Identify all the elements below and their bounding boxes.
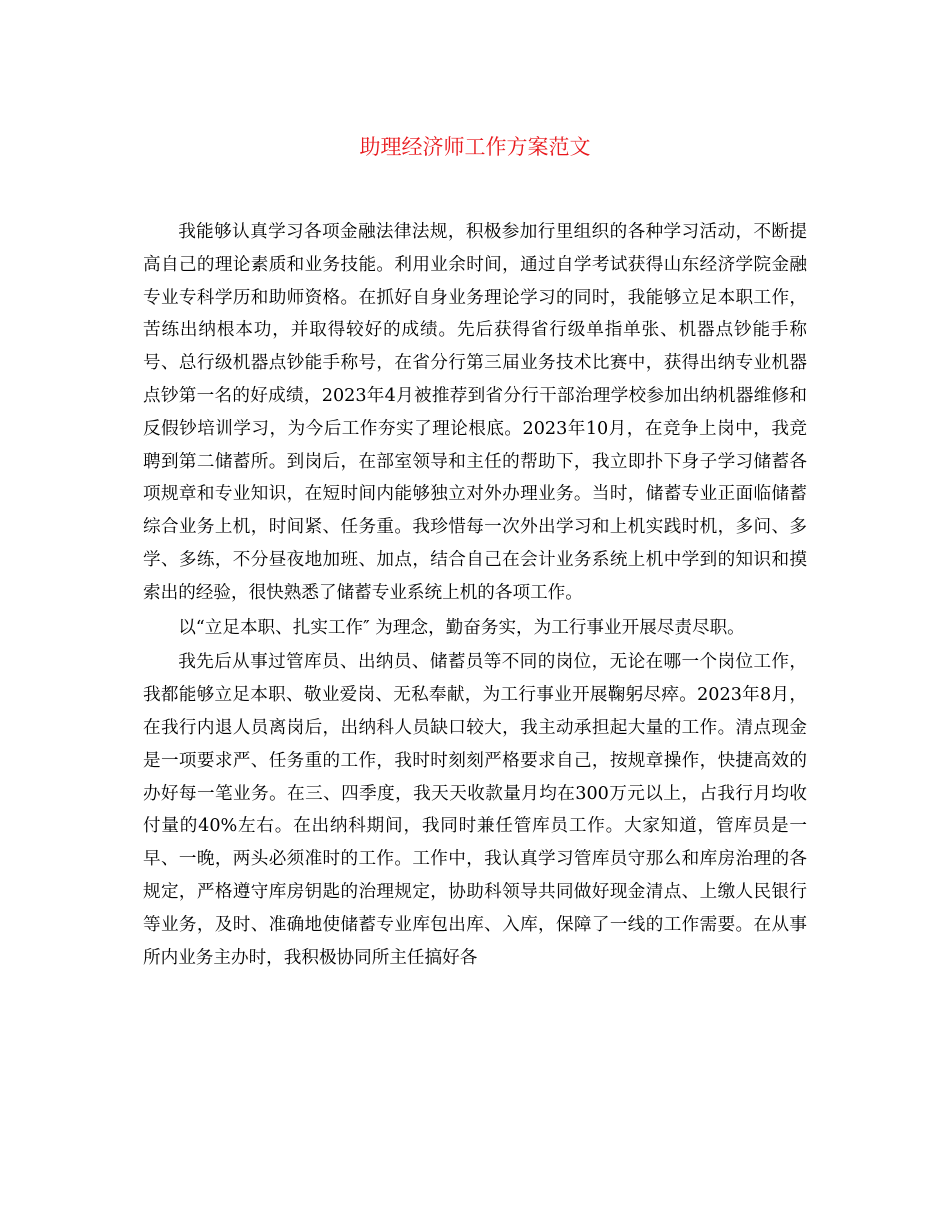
paragraph-study: 我能够认真学习各项金融法律法规，积极参加行里组织的各种学习活动，不断提高自己的理论素质和业务技能。利用业余时间，通过自学考试获得山东经济学院金融专业专科学历和助师资格。在抓好自身业务理论学习的同时，我能够立足本职工作，苦练出纳根本功，并取得较好的成绩。先后获得省行级单指单张、机器点钞能手称号、总行级机器点钞能手称号，在省分行第三届业务技术比赛中，获得出纳专业机器点钞第一名的好成绩，2023年4月被推荐到省分行干部治理学校参加出纳机器维修和反假钞培训学习，为今后工作夯实了理论根底。2023年10月，在竞争上岗中，我竞聘到第二储蓄所。到岗后，在部室领导和主任的帮助下，我立即扑下身子学习储蓄各项规章和专业知识，在短时间内能够独立对外办理业务。当时，储蓄专业正面临储蓄综合业务上机，时间紧、任务重。我珍惜每一次外出学习和上机实践时机，多问、多学、多练，不分昼夜地加班、加点，结合自己在会计业务系统上机中学到的知识和摸索出的经验，很快熟悉了储蓄专业系统上机的各项工作。 xyxy=(143,222,807,603)
paragraph-motto: 以“立足本职、扎实工作″ 为理念，勤奋务实，为工行事业开展尽责尽职。 xyxy=(178,617,745,638)
document-body xyxy=(143,216,807,976)
document-title: 助理经济师工作方案范文 xyxy=(359,135,591,159)
paragraph-posts: 我先后从事过管库员、出纳员、储蓄员等不同的岗位，无论在哪一个岗位工作，我都能够立足本职、敬业爱岗、无私奉献，为工行事业开展鞠躬尽瘁。2023年8月，在我行内退人员离岗后，出纳科人员缺口较大，我主动承担起大量的工作。清点现金是一项要求严、任务重的工作，我时时刻刻严格要求自己，按规章操作，快捷高效的办好每一笔业务。在三、四季度，我天天收款量月均在300万元以上，占我行月均收付量的40%左右。在出纳科期间，我同时兼任管库员工作。大家知道，管库员是一早、一晚，两头必须准时的工作。工作中，我认真学习管库员守那么和库房治理的各规定，严格遵守库房钥匙的治理规定，协助科领导共同做好现金清点、上缴人民银行等业务，及时、准确地使储蓄专业库包出库、入库，保障了一线的工作需要。在从事所内业务主办时，我积极协同所主任搞好各 xyxy=(143,652,807,968)
